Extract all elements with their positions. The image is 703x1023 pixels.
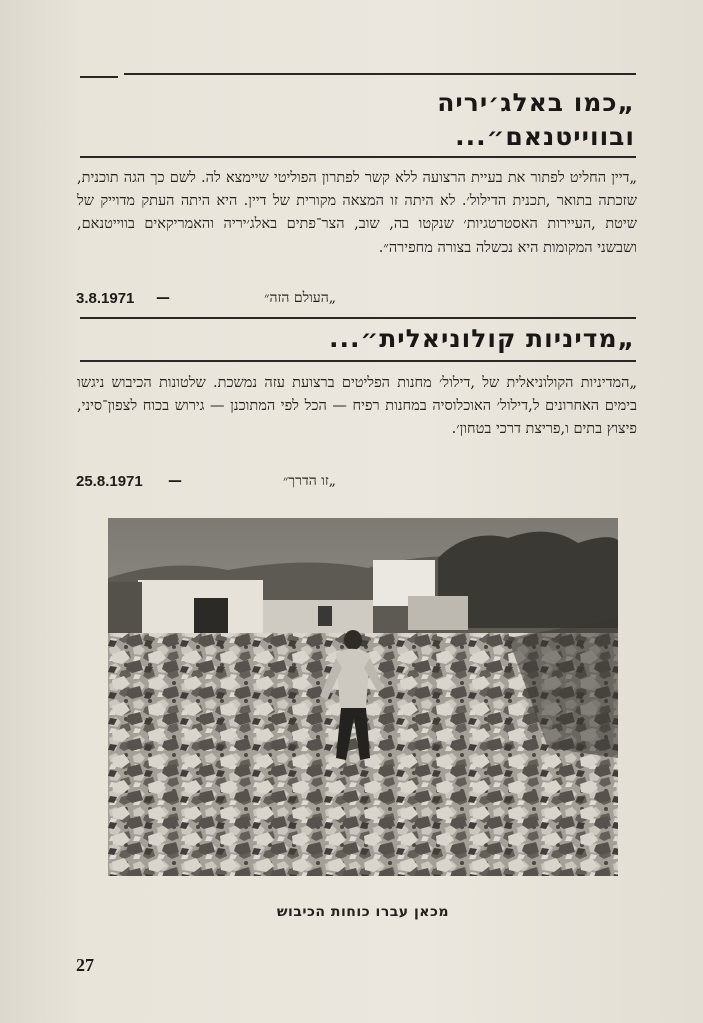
page-number: 27	[76, 955, 94, 975]
article2-source-name: „זו הדרך״	[282, 473, 336, 489]
article1-heading-line2: ובווייטנאם״...	[455, 122, 635, 151]
article2-top-rule	[80, 317, 636, 319]
article2-source-row	[76, 473, 636, 495]
top-rule-short	[80, 76, 118, 78]
article1-heading-line1: „כמו באלג׳יריה	[437, 88, 635, 117]
article1-source-row	[76, 290, 636, 312]
article2-source-dash: —	[168, 473, 182, 489]
demolition-photo	[108, 518, 618, 876]
article2-heading-rule	[80, 360, 636, 362]
article1-source-date: 3.8.1971	[76, 290, 135, 307]
article2-source-date: 25.8.1971	[76, 473, 143, 490]
article1-heading-rule	[80, 156, 636, 158]
top-rule-long	[124, 73, 636, 75]
article1-source-dash: —	[156, 290, 170, 306]
photo-caption: מכאן עברו כוחות הכיבוש	[276, 904, 450, 920]
article1-source-name: „העולם הזה״	[264, 290, 336, 306]
article2-heading: „מדיניות קולוניאלית״...	[328, 324, 635, 353]
article1-body: „דיין החליט לפתור את בעיית הרצועה ללא קשר לפתרון הפוליטי שיימצא לה. לשם כך הגה תוכנית, שזכתה בתואר ,תכנית הדילול׳. לא היתה זו המצאה מקורית של דיין. היא היתה העתק מדוייק של שיטת ,העיירות האסטרטגיות׳ שנקטו בה, שוב, הצר־פתים באלג׳יריה והאמריקאים בווייטנאם, ושבשני המקומות היא נכשלה בצורה מחפירה״.	[77, 170, 637, 256]
article2-body: „המדיניות הקולוניאלית של ,דילול׳ מחנות הפליטים ברצועת עזה נמשכת. שלטונות הכיבוש ניגשו בימים האחרונים ל,דילול׳ האוכלוסיה במחנות רפיח — הכל לפי המתוכנן — גירוש בכוח לצפון־סיני, פיצוץ בתים ו,פריצת דרכי בטחון׳.	[77, 375, 637, 438]
